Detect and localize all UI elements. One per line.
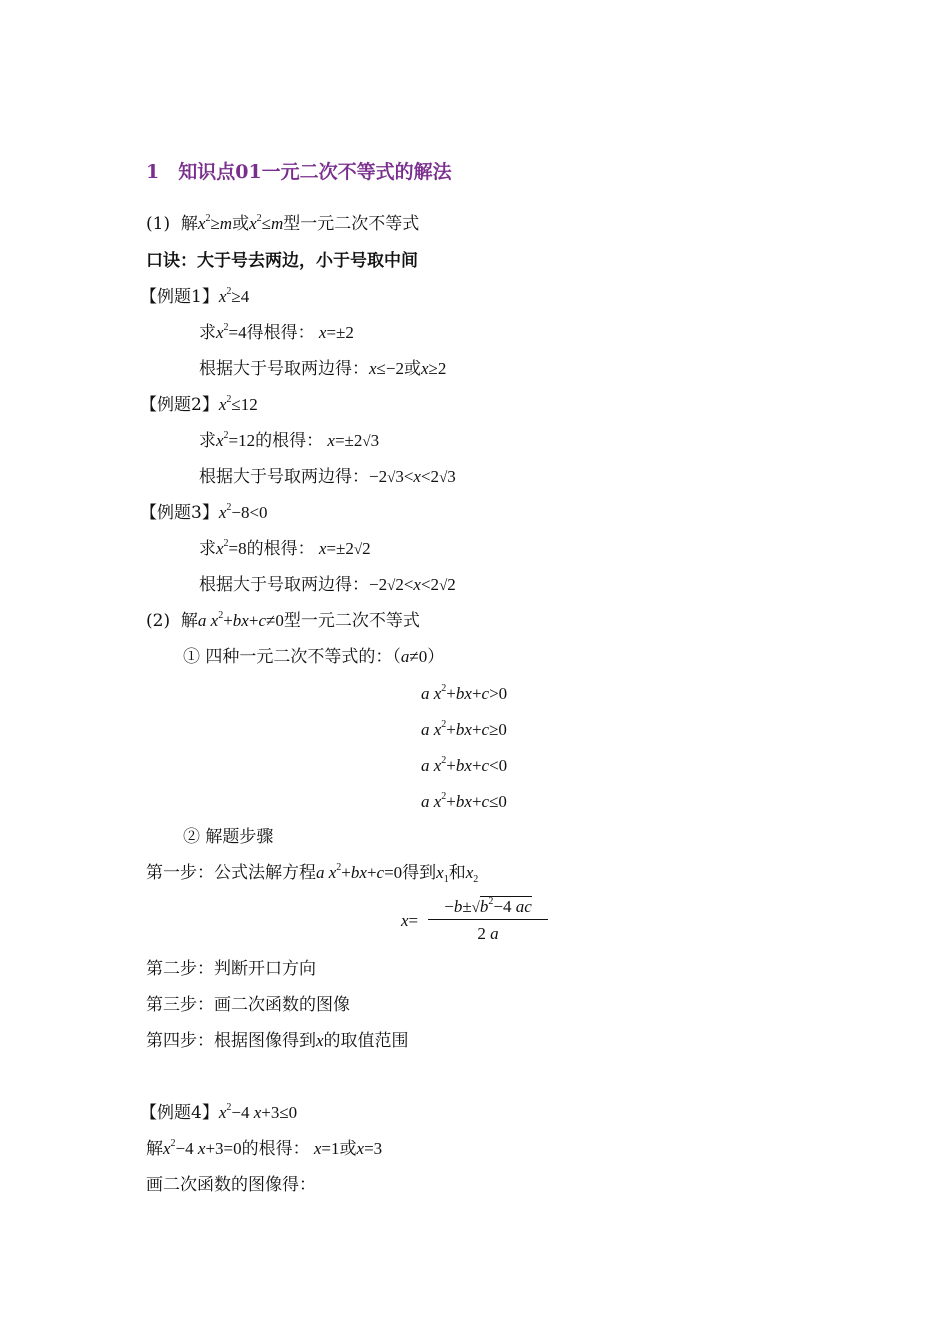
example-4-header: 【例题4】$x^2-4$ x+3≤0: [140, 1102, 298, 1123]
step-2: 第二步：判断开口方向: [146, 959, 316, 979]
example-4-line-1: 解$x^2-4$ x+3=0的根得： x=1或x=3: [146, 1138, 383, 1159]
inequality-lt: a $x^2+bx+c<0$: [421, 755, 508, 775]
example-2-header: 【例题2】$x^2\le 12$: [140, 394, 258, 415]
mnemonic: 口诀：大于号去两边，小于号取中间: [146, 251, 418, 271]
inequality-ge: a $x^2+bx+c\ge 0$: [421, 719, 507, 739]
example-3-step-2: 根据大于号取两边得：−2√2<x<2√2: [199, 575, 456, 595]
section-heading: 1 知识点01一元二次不等式的解法: [146, 161, 452, 183]
example-2-step-2: 根据大于号取两边得：−2√3<x<2√3: [199, 467, 456, 487]
part2-label: (2): [146, 611, 171, 631]
part1-title: (1) 解$x^2\ge m$或$x^2\le m$型一元二次不等式: [146, 213, 420, 234]
part2-title: (2) 解a $x^2+bx+c\ne 0$型一元二次不等式: [146, 610, 420, 631]
inequality-le: a $x^2+bx+c\le 0$: [421, 791, 507, 811]
example-4-line-2: 画二次函数的图像得：: [146, 1175, 316, 1195]
step-4: 第四步：根据图像得到x的取值范围: [146, 1031, 409, 1051]
quadratic-formula: $\frac{-b\pm√b^2-4 ac}{2 a}$: [428, 897, 548, 944]
example-2-step-1: 求$x^2=12$的根得： x=±2√3: [199, 430, 380, 451]
part2-sub-1: ① 四种一元二次不等式的：（a≠0）: [183, 647, 445, 667]
example-1-step-1: 求$x^2=4$得根得： x=±2: [199, 322, 354, 343]
step-1: 第一步：公式法解方程a $x^2+bx+c=0$得到$x_1$和$x_2$: [146, 862, 479, 885]
step-3: 第三步：画二次函数的图像: [146, 995, 350, 1015]
example-1-step-2: 根据大于号取两边得：x≤−2或x≥2: [199, 359, 447, 379]
example-1-header: 【例题1】$x^2\ge 4$: [140, 286, 250, 307]
example-3-header: 【例题3】$x^2-8<0$: [140, 502, 268, 523]
example-3-step-1: 求$x^2=8$的根得： x=±2√2: [199, 538, 371, 559]
part2-sub-2: ② 解题步骤: [183, 827, 274, 847]
inequality-gt: a $x^2+bx+c>0$: [421, 683, 508, 703]
part1-label: (1): [146, 214, 171, 234]
formula-lhs: x=: [401, 911, 419, 930]
